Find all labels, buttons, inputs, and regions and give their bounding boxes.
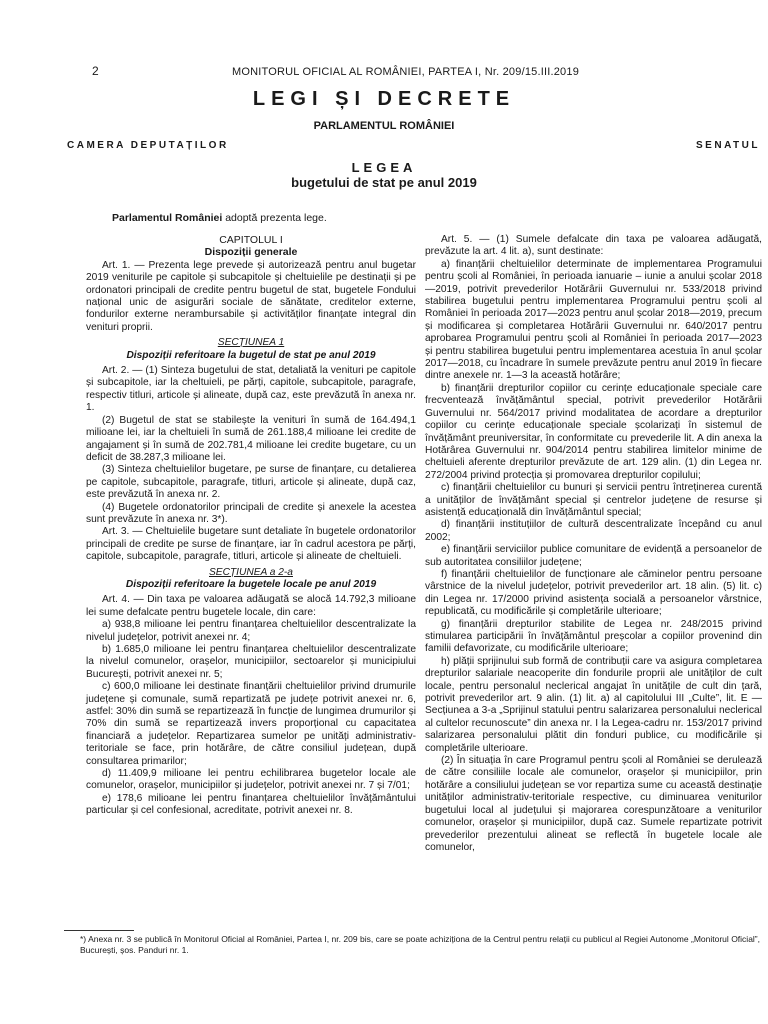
article-5: Art. 5. — (1) Sumele defalcate din taxa pe valoarea adăugată, prevăzute la art. 4 lit. a), sunt destinate: <box>425 234 762 258</box>
law-label: LEGEA <box>351 160 417 175</box>
adoption-text: adoptă prezenta lege. <box>222 212 327 224</box>
running-head: MONITORUL OFICIAL AL ROMÂNIEI, PARTEA I, Nr. 209/15.III.2019 <box>232 66 580 78</box>
article-4-item-b: b) 1.685,0 milioane lei pentru finanțarea cheltuielilor descentralizate la nivelul comunelor, orașelor, municipiilor, sectoarelor și municipiului București, potrivit anexei nr. 5; <box>86 644 416 680</box>
section-1-heading: SECȚIUNEA 1 <box>217 337 285 349</box>
article-5-item-f: f) finanțării cheltuielilor de funcționare ale căminelor pentru persoane vârstnice de la nivelul județelor, potrivit prevederilor art. 18 alin. (5) lit. c) din Legea nr. 17/2000 privind asistența socială a persoanelor vârstnice, republicată, cu modificările și completările ulterioare; <box>425 568 762 618</box>
article-2-para-2: (2) Bugetul de stat se stabilește la venituri în sumă de 164.494,1 milioane lei, iar la cheltuieli în sumă de 261.188,4 milioane lei credite de angajament și în sumă de 202.781,4 milioane lei credite bugetare, cu un deficit de 38.287,3 milioane lei. <box>86 414 416 463</box>
article-2-para-3: (3) Sinteza cheltuielilor bugetare, pe surse de finanțare, cu detalierea pe capitole, subcapitole, paragrafe, titluri, articole și alineate, după caz, este prevăzută în anexa nr. 2. <box>86 464 416 501</box>
article-5-item-e: e) finanțării serviciilor publice comunitare de evidență a persoanelor de sub autoritatea consiliilor județene; <box>425 544 762 568</box>
article-5-item-b: b) finanțării drepturilor copiilor cu cerințe educaționale speciale care frecventează învățământul special, potrivit prevederilor Hotărârii Guvernului nr. 564/2017 privind modalitatea de acordare a drepturilor copiilor cu cerințe educaționale speciale școlarizați în sistemul de învățământ preuniversitar, în conformitate cu prevederile lit. A din anexa la Hotărârea Guvernului nr. 904/2014 pentru stabilirea limitelor minime de cheltuieli aferente drepturilor prevăzute de art. 129 alin. (1) din Legea nr. 272/2004 privind protecția și promovarea drepturilor copilului; <box>425 382 762 481</box>
article-4-item-d: d) 11.409,9 milioane lei pentru echilibrarea bugetelor locale ale comunelor, orașelor, municipiilor și județelor, potrivit anexei nr. 7 și 7/01; <box>86 768 416 792</box>
chamber-deputies: CAMERA DEPUTAȚILOR <box>67 140 229 151</box>
article-4: Art. 4. — Din taxa pe valoarea adăugată se alocă 14.792,3 milioane lei sume defalcate pentru bugetele locale, din care: <box>86 594 416 618</box>
right-column <box>425 234 762 854</box>
page-number: 2 <box>92 64 99 78</box>
parliament-heading: PARLAMENTUL ROMÂNIEI <box>313 120 455 132</box>
article-5-item-c: c) finanțării cheltuielilor cu bunuri și servicii pentru întreținerea curentă a unităților de învățământ special și centrelor județene de resurse și asistență educațională din învățământul special; <box>425 482 762 518</box>
article-5-item-a: a) finanțării cheltuielilor determinate de implementarea Programului pentru școli al României, în perioada ianuarie – iunie a anului școlar 2018—2019, potrivit prevederilor Hotărârii Guvernului nr. 533/2018 privind stabilirea bugetului pentru implementarea Programului pentru școli al României în perioada 2017—2023 pentru anul școlar 2018—2019, precum și modificarea și completarea Hotărârii Guvernului nr. 640/2017 pentru aprobarea Programului pentru școli al României în perioada 2017—2023 și pentru stabilirea bugetului pentru implementarea acestuia în anul școlar 2017—2018, cu încadrare în sumele prevăzute pentru anul 2019 în fiecare dintre anexele nr. 1—3 la această hotărâre; <box>425 258 762 382</box>
article-5-item-g: g) finanțării drepturilor stabilite de Legea nr. 248/2015 privind stimularea participării în învățământul preșcolar a copiilor provenind din familii defavorizate, cu modificările ulterioare; <box>425 618 762 655</box>
adoption-clause <box>112 212 327 224</box>
article-3: Art. 3. — Cheltuielile bugetare sunt detaliate în bugetele ordonatorilor principali de credite pe surse de finanțare, iar în cadrul acestora pe părți, capitole, subcapitole, paragrafe, titluri, articole și alineate de cheltuieli. <box>86 526 416 563</box>
chamber-senate: SENATUL <box>696 140 760 151</box>
chapter-heading: CAPITOLUL I <box>219 234 283 246</box>
left-column <box>86 234 416 818</box>
article-5-item-d: d) finanțării instituțiilor de cultură descentralizate începând cu anul 2002; <box>425 519 762 543</box>
section-1-title: Dispoziții referitoare la bugetul de stat pe anul 2019 <box>126 349 376 361</box>
article-5-item-h: h) plății sprijinului sub formă de contribuții care va asigura completarea drepturilor salariale neacoperite din fondurile proprii ale unităților de cult locale, pentru personalul neclerical angajat în unitățile de cult din țară, potrivit prevederilor art. 9 alin. (1) lit. a) al capitolului III „Culte”, lit. E — Secțiunea a 3-a „Sprijinul statului pentru salarizarea personalului neclerical al cultelor recunoscute” din anexa nr. I la Legea-cadru nr. 153/2017 privind salarizarea personalului plătit din fonduri publice, cu modificările și completările ulterioare. <box>425 655 762 754</box>
section-2-title: Dispoziții referitoare la bugetele locale pe anul 2019 <box>125 578 377 590</box>
section-2-heading: SECȚIUNEA a 2-a <box>209 566 293 578</box>
footnote: *) Anexa nr. 3 se publică în Monitorul Oficial al României, Partea I, nr. 209 bis, care se poate achiziționa de la Centrul pentru relații cu publicul al Regiei Autonome „Monitorul Oficial”, București, șos. Panduri nr. 1. <box>80 934 760 955</box>
article-1: Art. 1. — Prezenta lege prevede și autorizează pentru anul bugetar 2019 veniturile pe capitole și subcapitole și cheltuielile pe destinații și pe ordonatori principali de credite pentru bugetul de stat, bugetele Fondului național unic de asigurări sociale de sănătate, creditelor externe, fondurilor externe nerambursabile și activităților finanțate integral din venituri proprii. <box>86 259 416 333</box>
article-5-para-2: (2) În situația în care Programul pentru școli al României se derulează de către consiliile locale ale comunelor, orașelor și municipiilor, prin hotărâre a consiliului județean se vor repartiza sume cu această destinație unităților administrativ-teritoriale respective, cu diminuarea veniturilor bugetului local al județului și majorarea corespunzătoare a veniturilor comunelor, orașelor și municipiilor, după caz. Sumele repartizate potrivit prevederilor prezentului alineat se reflectă în bugetele locale ale comunelor, <box>425 755 762 853</box>
article-2-para-4: (4) Bugetele ordonatorilor principali de credite și anexele la acestea sunt prevăzute în anexa nr. 3*). <box>86 501 416 525</box>
chapter-title: Dispoziții generale <box>204 246 298 259</box>
law-title: bugetului de stat pe anul 2019 <box>291 175 477 190</box>
article-2-para-1: Art. 2. — (1) Sinteza bugetului de stat, detaliată la venituri pe capitole și subcapitole, iar la cheltuieli, pe părți, capitole, subcapitole, paragrafe, respectiv titluri, articole și alineate, după caz, este prevăzută în anexa nr. 1. <box>86 365 416 414</box>
article-4-item-e: e) 178,6 milioane lei pentru finanțarea cheltuielilor învățământului particular și cel confesional, acreditate, potrivit anexei nr. 8. <box>86 792 416 817</box>
footnote-divider <box>64 930 134 931</box>
adoption-subject: Parlamentul României <box>112 212 223 224</box>
article-4-item-c: c) 600,0 milioane lei destinate finanțării cheltuielilor privind drumurile județene și comunale, sumă repartizată pe județe potrivit anexei nr. 6, astfel: 30% din sumă se repartizează în funcție de lungimea drumurilor și 70% din sumă se repartizează invers proporțional cu capacitatea financiară a județelor. Repartizarea sumelor pe unități administrativ-teritoriale se face, prin hotărâre, de către consiliul județean, după consultarea primarilor; <box>86 681 416 767</box>
article-4-item-a: a) 938,8 milioane lei pentru finanțarea cheltuielilor descentralizate la nivelul județelor, potrivit anexei nr. 4; <box>86 619 416 643</box>
section-title: LEGI ȘI DECRETE <box>252 88 516 110</box>
